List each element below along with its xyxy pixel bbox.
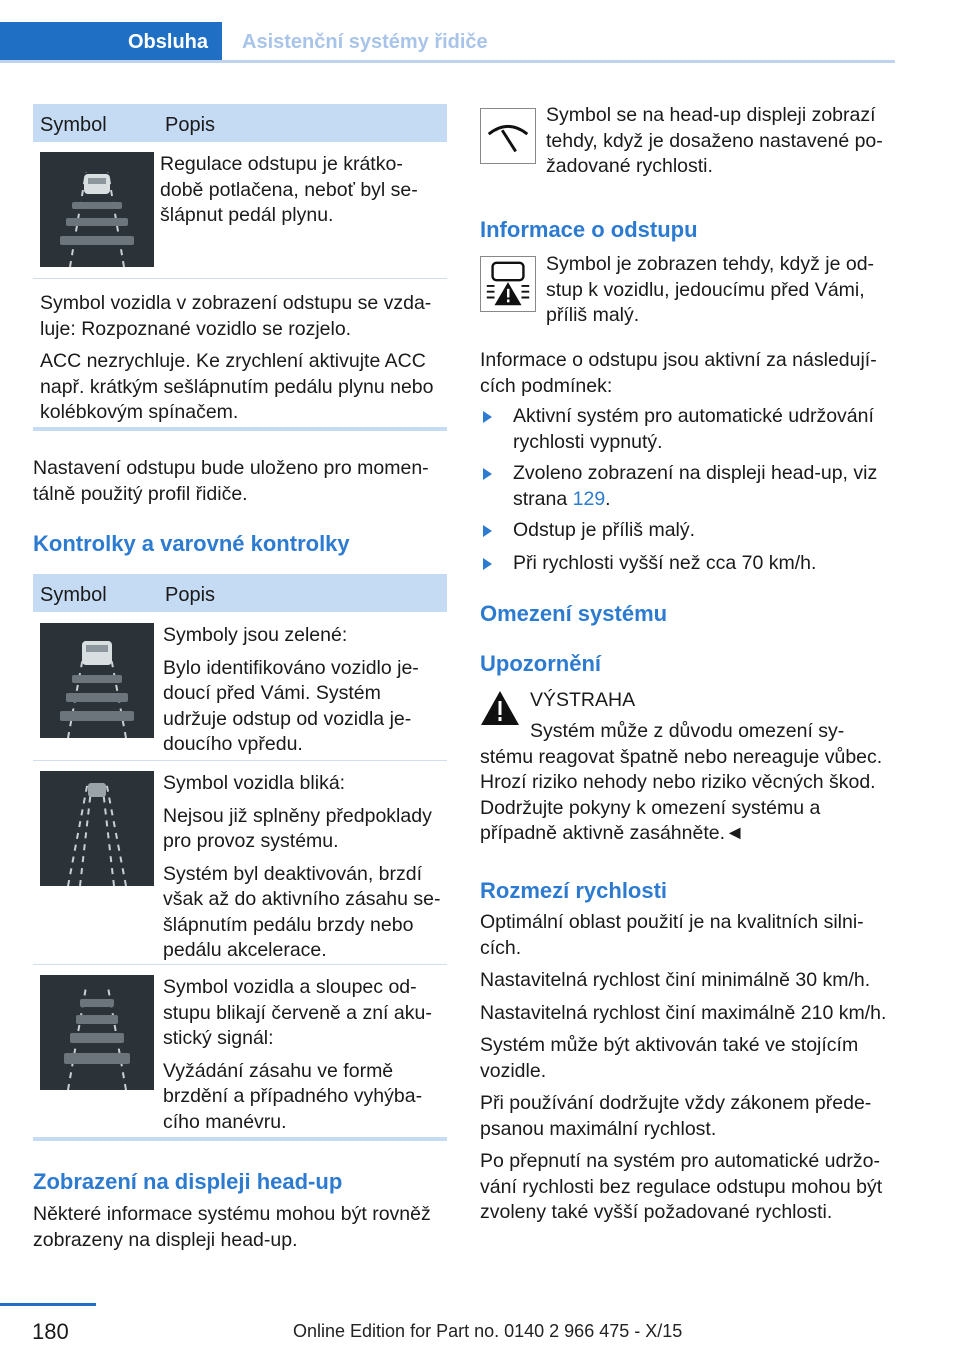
heading-warning: Upozornění [480,651,601,676]
heading-hud: Zobrazení na displeji head-up [33,1169,343,1194]
hud-symbol-text: Symbol se na head-up displeji zobrazí tehdy, když je dosaženo nastavené po- žadované rychlosti. [546,104,883,177]
speed-section [480,910,890,1226]
page-number: 180 [32,1319,69,1344]
speed-p5: Při používání dodržujte vždy zákonem přede- psanou maximální rychlost. [480,1092,872,1140]
table2-header [33,574,447,612]
table2-bottom-rule [33,1137,447,1141]
table2-row2-p2: Nejsou již splněny předpoklady pro provoz systému. [163,804,432,852]
bullet-2-end: . [605,487,611,510]
table2-row3-p2: Vyžádání zásahu ve formě brzdění a případného vyhýba- cího manévru. [163,1059,423,1133]
distance-symbol-text: Symbol je zobrazen tehdy, když je od- stup k vozidlu, jedoucímu před Vámi, příliš malý. [546,253,875,326]
table1-row-separator [33,278,447,279]
warning-text: Systém může z důvodu omezení sy- stému reagovat špatně nebo nereaguje vůbec. Hrozí riziko nehody nebo riziko věcných škod. Dodržujte pokyny k omezení systému a případně aktivně zasáhněte.◄ [480,720,883,844]
speed-p4: Systém může být aktivován také ve stojícím vozidle. [480,1034,859,1082]
bullet-2-text: Zvoleno zobrazení na displeji head-up, viz strana [513,462,878,510]
bullet-arrow-icon [483,468,492,480]
table2-col-desc: Popis [165,584,216,606]
header-tab-section: Obsluha [0,22,222,62]
distance-display-icon [40,152,154,267]
distance-green-icon [40,623,154,738]
footer-accent-line [0,1303,96,1306]
footer-edition: Online Edition for Part no. 0140 2 966 475 - X/15 [293,1321,683,1341]
bullet-arrow-icon [483,411,492,423]
distance-red-icon [40,975,154,1090]
table2-col-symbol: Symbol [40,584,107,606]
bullet-arrow-icon [483,525,492,537]
heading-limits: Omezení systému [480,601,668,626]
table2-row2-desc [163,771,445,964]
table2-row3-p1: Symbol vozidla a sloupec od- stupu blikají červeně a zní aku- stický signál: [163,976,432,1049]
page-link-129[interactable]: 129 [572,487,606,510]
table1-row2-p2: ACC nezrychluje. Ke zrychlení aktivujte ACC např. krátkým sešlápnutím pedálu plynu nebo kolébkovým spínačem. [40,350,434,423]
table2-row1-p2: Bylo identifikováno vozidlo je- doucí před Vámi. Systém udržuje odstup od vozidla je- doucího vpředu. [163,656,419,755]
heading-speed: Rozmezí rychlosti [480,878,668,903]
para-distance-conditions: Informace o odstupu jsou aktivní za následují- cích podmínek: [480,349,877,397]
speed-p1: Optimální oblast použití je na kvalitních silni- cích. [480,911,864,959]
table1-col-desc: Popis [165,114,216,136]
speed-p3: Nastavitelná rychlost činí maximálně 210 km/h. [480,1001,887,1024]
warning-title: VÝSTRAHA [530,689,636,711]
table1-header [33,104,447,142]
speed-p6: Po přepnutí na systém pro automatické udržo- vání rychlosti bez regulace odstupu mohou být zvoleny také vyšší požadované rychlosti. [480,1150,883,1223]
table2-row1-desc [163,623,445,758]
bullet-3: Odstup je příliš malý. [513,519,696,541]
hud-speed-icon [480,108,536,164]
table2-row-separator [33,760,447,761]
table2-row2-p1: Symbol vozidla bliká: [163,772,346,794]
distance-warning-icon [480,256,536,312]
speed-p2: Nastavitelná rychlost činí minimálně 30 km/h. [480,969,871,991]
table2-row-separator [33,964,447,965]
table1-row2-desc [40,291,444,426]
table1-col-symbol: Symbol [40,114,107,136]
heading-distance-info: Informace o odstupu [480,217,698,242]
bullet-arrow-icon [483,558,492,570]
header-divider [0,60,895,63]
table2-row3-desc [163,975,445,1135]
distance-blink-icon [40,771,154,886]
bullet-2 [513,461,893,512]
table2-row2-p3: Systém byl deaktivován, brzdí však až do aktivního zásahu se- šlápnutím pedálu brzdy nebo pedálu akcelerace. [163,862,441,961]
table1-row1-desc: Regulace odstupu je krátko- době potlačena, neboť byl se- šlápnut pedál plynu. [160,153,418,226]
bullet-4: Při rychlosti vyšší než cca 70 km/h. [513,552,817,574]
heading-lights: Kontrolky a varovné kontrolky [33,531,350,556]
para-profile: Nastavení odstupu bude uloženo pro momen- tálně použitý profil řidiče. [33,457,429,505]
header-tab-subsection: Asistenční systémy řidiče [242,31,488,53]
table2-row1-p1: Symboly jsou zelené: [163,624,348,646]
table1-bottom-rule [33,427,447,431]
para-hud: Některé informace systému mohou být rovněž zobrazeny na displeji head-up. [33,1203,431,1251]
bullet-1: Aktivní systém pro automatické udržování rychlosti vypnutý. [513,405,874,453]
table1-row2-p1: Symbol vozidla v zobrazení odstupu se vzda- luje: Rozpoznané vozidlo se rozjelo. [40,292,432,340]
